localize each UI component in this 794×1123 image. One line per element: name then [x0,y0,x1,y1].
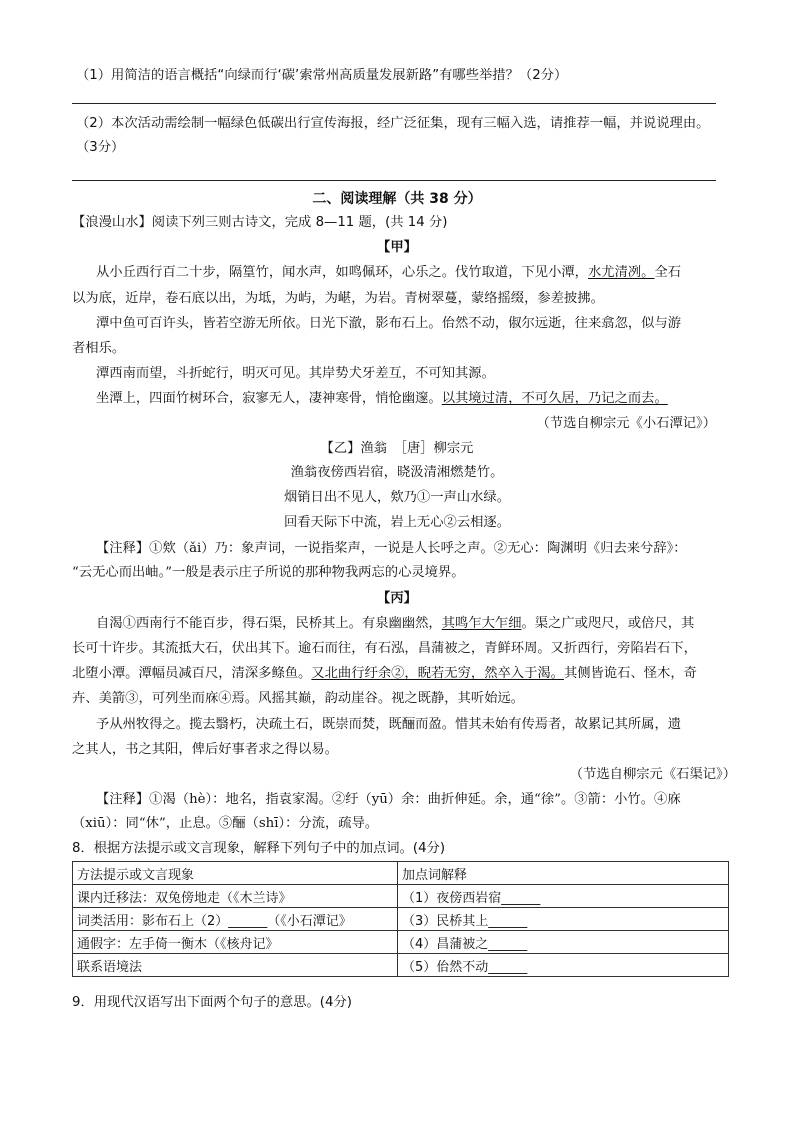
poem-yi-line: 烟销日出不见人，欸乃①一声山水绿。 [283,490,511,505]
passage-jia-line: 者相乐。 [72,341,126,356]
passage-bing-note: （xiū）：同“休”，止息。⑤酾（shī）：分流，疏导。 [72,816,379,831]
table-row [73,931,729,954]
section-intro: 【浪漫山水】阅读下列三则古诗文，完成 8—11 题，(共 14 分) [72,215,448,230]
table-row [73,908,729,931]
table-header-cell: 加点词解释 [398,862,729,885]
passage-jia-line: 潭西南而望，斗折蛇行，明灭可见。其岸势犬牙差互，不可知其源。 [96,366,495,381]
answer-line-2 [72,180,716,181]
table-row [73,954,729,977]
table-header-row [73,862,729,885]
passage-jia-line: 坐潭上，四面竹树环合，寂寥无人，凄神寒骨，悄怆幽邃。以其境过清，不可久居，乃记之而去。 [96,391,668,406]
question-2-text: （2）本次活动需绘制一幅绿色低碳出行宣传海报，经广泛征集，现有三幅入选，请推荐一幅，并说说理由。 [76,116,710,131]
answer-line-1 [72,103,716,104]
poem-yi-note: 【注释】①欸（ǎi）乃：象声词，一说指桨声，一说是人长呼之声。②无心：陶渊明《归去来兮辞》： [96,541,687,556]
table-cell: （5）佁然不动______ [398,954,729,977]
section-title: 二、阅读理解（共 38 分） [312,191,482,207]
passage-bing-line: 之其人，书之其阳，俾后好事者求之得以易。 [72,742,338,757]
table-cell: （3）民桥其上______ [398,908,729,931]
passage-bing-note: 【注释】①渴（hè）：地名，指袁家渴。②纡（yū）余：曲折伸延。余，通“徐”。③箭：小竹。④庥 [96,792,681,807]
passage-jia-line: 潭中鱼可百许头，皆若空游无所依。日光下澈，影布石上。佁然不动，俶尔远逝，往来翕忽，似与游 [96,316,682,331]
question-8-table [72,861,729,977]
table-row [73,885,729,908]
passage-bing-label: 【丙】 [377,591,417,606]
passage-bing-line: 予从州牧得之。揽去翳朽，决疏土石，既崇而焚，既酾而盈。惜其未始有传焉者，故累记其所属，遗 [96,717,682,732]
passage-jia-source: （节选自柳宗元《小石潭记》） [536,416,716,431]
passage-bing-line: 长可十许步。其流抵大石，伏出其下。逾石而往，有石泓，昌蒲被之，青鲜环周。又折西行，旁陷岩石下， [72,641,697,656]
passage-jia-line: 以为底，近岸，卷石底以出，为坻，为屿，为嵁，为岩。青树翠蔓，蒙络摇缀，参差披拂。 [72,291,604,306]
table-cell: 课内迁移法：双兔傍地走（《木兰诗》 [73,885,398,908]
question-8-title: 8．根据方法提示或文言现象，解释下列句子中的加点词。(4分) [72,841,446,856]
passage-bing-line: 卉、美箭③，可列坐而庥④焉。风摇其巅，韵动崖谷。视之既静，其听始远。 [72,691,525,706]
question-1-text: （1）用简洁的语言概括“向绿而行‘碳’索常州高质量发展新路”有哪些举措？（2分） [76,68,568,83]
table-header-cell: 方法提示或文言现象 [73,862,398,885]
question-9-title: 9．用现代汉语写出下面两个句子的意思。(4分) [72,995,352,1010]
underlined-sentence: 以其境过清，不可久居，乃记之而去。 [441,391,668,406]
passage-bing-line: 北堕小潭。潭幅员减百尺，清深多鲦鱼。又北曲行纡余②，睨若无穷，然卒入于渴。其侧皆诡石、怪木，奇 [72,666,697,681]
poem-yi-line: 回看天际下中流，岩上无心②云相逐。 [283,515,511,530]
passage-bing-source: （节选自柳宗元《石渠记》） [569,767,736,782]
table-cell: （1）夜傍西岩宿______ [398,885,729,908]
poem-yi-line: 渔翁夜傍西岩宿，晓汲清湘燃楚竹。 [290,465,504,480]
passage-bing-line: 自渴①西南行不能百步，得石渠，民桥其上。有泉幽幽然，其鸣乍大乍细。渠之广或咫尺，或倍尺，其 [96,616,695,631]
poem-yi-note: “云无心而出岫。”一般是表示庄子所说的那种物我两忘的心灵境界。 [72,565,465,580]
poem-yi-title: 【乙】渔翁 ［唐］柳宗元 [320,441,474,456]
table-cell: 词类活用：影布石上（2）______（《小石潭记》 [73,908,398,931]
underlined-sentence: 水尤清冽。 [587,265,655,280]
underlined-sentence: 其鸣乍大乍细 [441,616,522,631]
underlined-sentence: 又北曲行纡余②，睨若无穷，然卒入于渴。 [311,666,564,681]
table-cell: （4）昌蒲被之______ [398,931,729,954]
table-cell: 联系语境法 [73,954,398,977]
passage-jia-label: 【甲】 [377,240,417,255]
question-2-score: （3分） [76,140,125,155]
passage-jia-line: 从小丘西行百二十步，隔篁竹，闻水声，如鸣佩环，心乐之。伐竹取道，下见小潭，水尤清冽。全石 [96,265,682,280]
table-cell: 通假字：左手倚一衡木（《核舟记》 [73,931,398,954]
